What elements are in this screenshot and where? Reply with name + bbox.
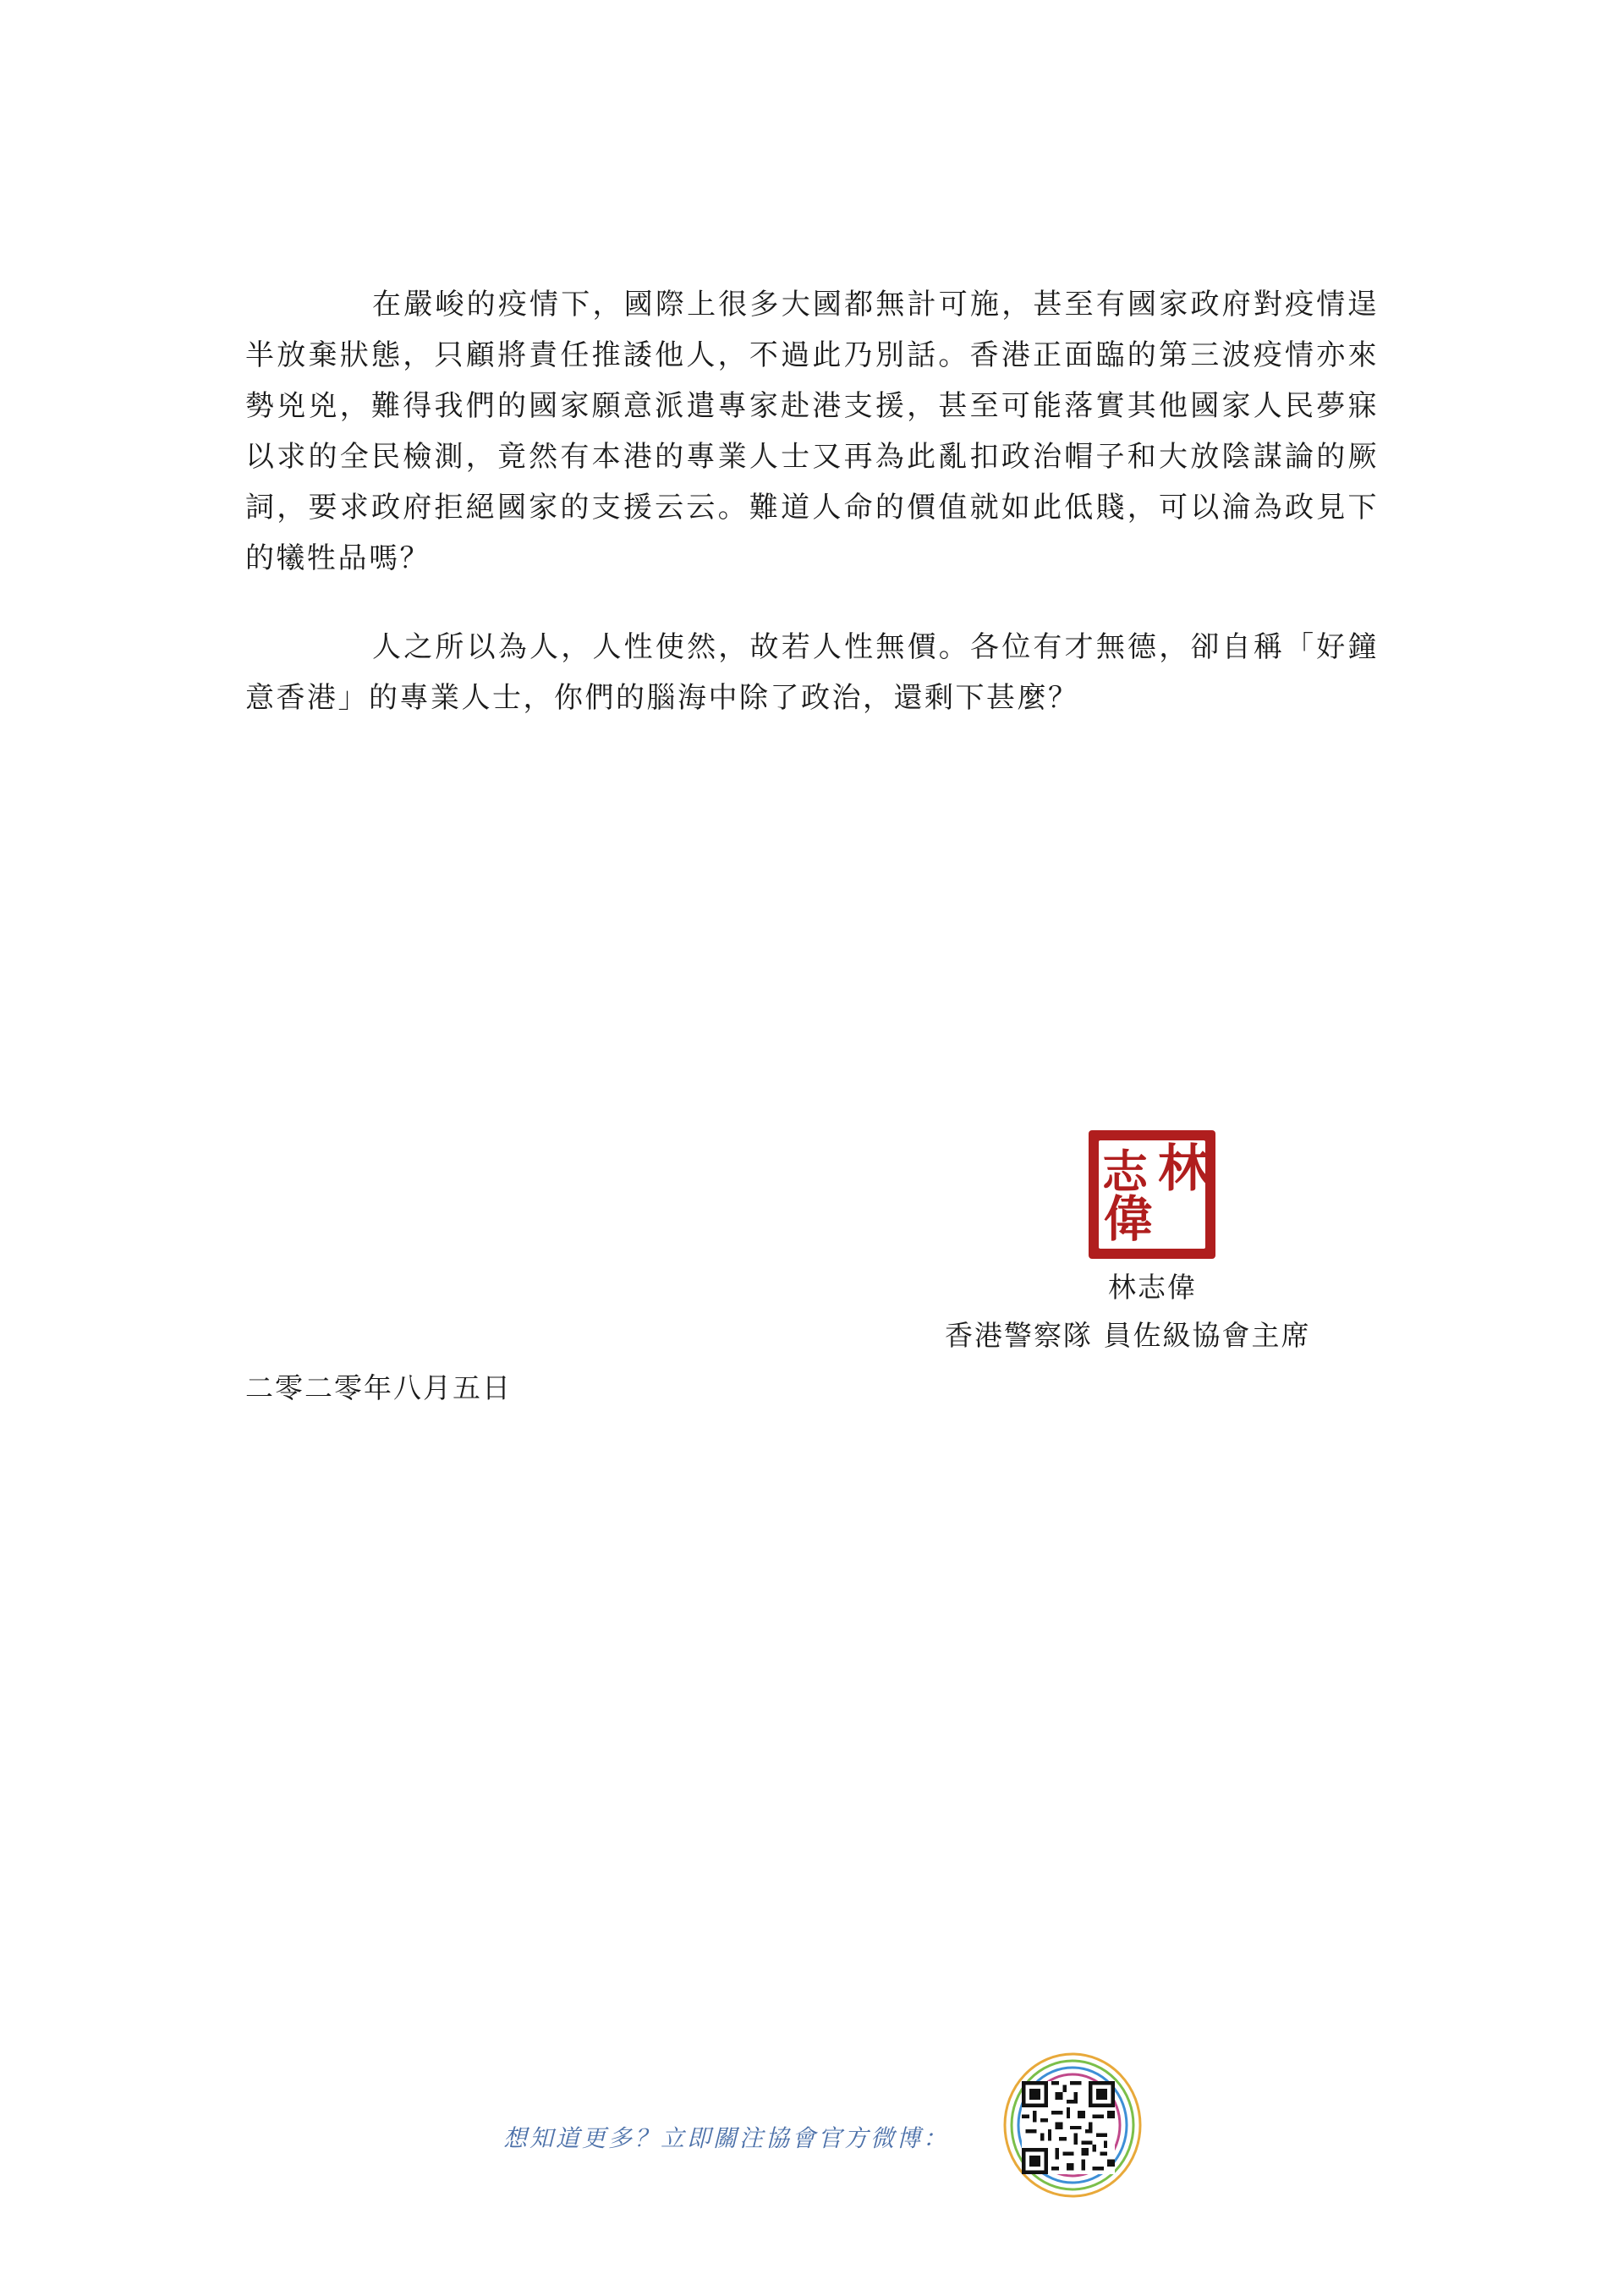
qr-matrix	[1022, 2081, 1115, 2174]
paragraph-1: 在嚴峻的疫情下，國際上很多大國都無計可施，甚至有國家政府對疫情逞半放棄狀態，只顧將責任推諉他人，不過此乃別話。香港正面臨的第三波疫情亦來勢兇兇，難得我們的國家願意派遣專家赴港支援，甚至可能落實其他國家人民夢寐以求的全民檢測，竟然有本港的專業人士又再為此亂扣政治帽子和大放陰謀論的厥詞，要求政府拒絕國家的支援云云。難道人命的價值就如此低賤，可以淪為政見下的犧牲品嗎？	[245, 288, 1379, 575]
letter-body	[245, 279, 1379, 723]
seal-char-1: 林	[1158, 1140, 1209, 1199]
signature-title: 香港警察隊 員佐級協會主席	[945, 1319, 1311, 1352]
footer-follow-text: 想知道更多？立即關注協會官方微博：	[503, 2124, 950, 2152]
signature-name: 林志偉	[1108, 1271, 1197, 1304]
seal-char-3: 偉	[1104, 1190, 1154, 1248]
seal-char-2: 志	[1102, 1145, 1148, 1199]
paragraph-2: 人之所以為人，人性使然，故若人性無價。各位有才無德，卻自稱「好鐘意香港」的專業人士，你們的腦海中除了政治，還剩下甚麼？	[245, 630, 1379, 715]
name-seal-icon	[1089, 1130, 1215, 1259]
letter-date: 二零二零年八月五日	[245, 1371, 512, 1404]
qr-code-icon[interactable]	[998, 2047, 1150, 2200]
